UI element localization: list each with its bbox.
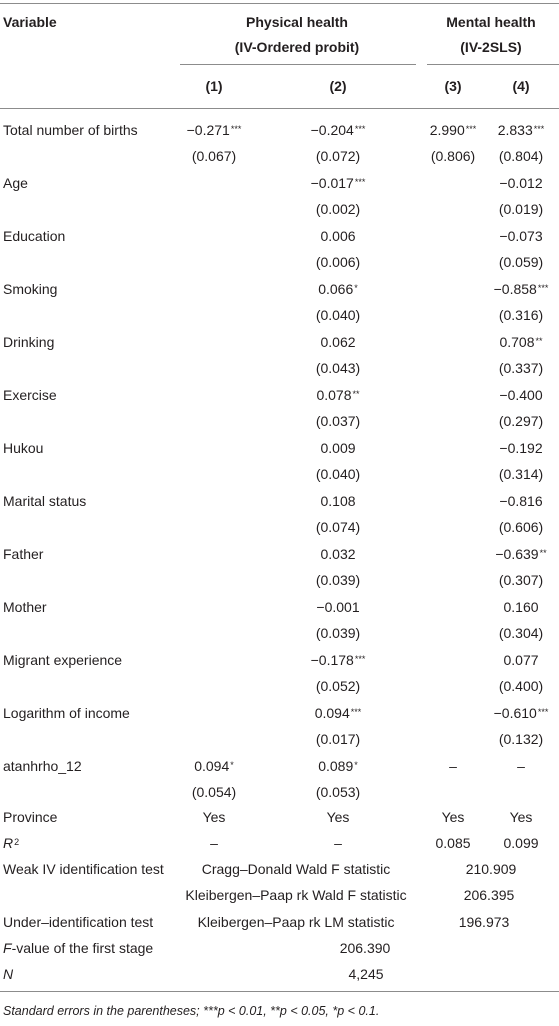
standard-error-cell: (0.400) bbox=[498, 678, 544, 694]
province-label: Province bbox=[3, 809, 58, 825]
coefficient-cell bbox=[316, 387, 359, 404]
mental-health-header: Mental health bbox=[446, 14, 536, 30]
province-value: Yes bbox=[326, 809, 350, 825]
coefficient-value: 0.094 bbox=[194, 758, 230, 774]
significance-stars: ** bbox=[352, 388, 360, 399]
under-id-stat: Kleibergen–Paap rk LM statistic bbox=[197, 914, 395, 930]
variable-header: Variable bbox=[3, 14, 57, 30]
column-header-4: (4) bbox=[512, 78, 530, 94]
standard-error-cell: (0.006) bbox=[315, 254, 361, 270]
coefficient-cell bbox=[499, 175, 542, 192]
standard-error-cell: (0.040) bbox=[315, 307, 361, 323]
weak-iv-stat-1: Cragg–Donald Wald F statistic bbox=[201, 861, 391, 877]
coefficient-cell bbox=[318, 281, 358, 298]
coefficient-value: 0.062 bbox=[320, 334, 356, 350]
province-value: Yes bbox=[509, 809, 533, 825]
coefficient-value: −0.639 bbox=[495, 546, 539, 562]
significance-stars: *** bbox=[533, 123, 545, 134]
row-label: Age bbox=[3, 175, 28, 191]
standard-error-cell: (0.052) bbox=[315, 678, 361, 694]
standard-error-cell: (0.002) bbox=[315, 201, 361, 217]
coefficient-value: −0.400 bbox=[499, 387, 543, 403]
significance-stars: *** bbox=[350, 706, 362, 717]
n-value: 4,245 bbox=[348, 966, 384, 982]
significance-stars: ** bbox=[535, 335, 543, 346]
f-value-label bbox=[3, 940, 153, 957]
coefficient-cell bbox=[498, 122, 545, 139]
n-label bbox=[3, 966, 13, 983]
r-squared-value: – bbox=[334, 835, 342, 851]
row-label: Smoking bbox=[3, 281, 58, 297]
coefficient-value: 0.009 bbox=[320, 440, 356, 456]
coefficient-value: −0.017 bbox=[310, 175, 354, 191]
row-label: Father bbox=[3, 546, 44, 562]
coefficient-value: 0.108 bbox=[320, 493, 356, 509]
standard-error-cell: (0.059) bbox=[498, 254, 544, 270]
coefficient-value: −0.012 bbox=[499, 175, 543, 191]
physical-method-header: (IV-Ordered probit) bbox=[234, 39, 360, 55]
row-label: Migrant experience bbox=[3, 652, 123, 668]
standard-error-cell: (0.039) bbox=[315, 572, 361, 588]
significance-stars: *** bbox=[537, 282, 549, 293]
coefficient-value: – bbox=[517, 758, 525, 774]
coefficient-cell bbox=[495, 546, 546, 563]
coefficient-cell bbox=[499, 493, 542, 510]
coefficient-value: 0.006 bbox=[320, 228, 356, 244]
standard-error-cell: (0.297) bbox=[498, 413, 544, 429]
coefficient-cell bbox=[503, 652, 538, 669]
f-value: 206.390 bbox=[339, 940, 391, 956]
standard-error-cell: (0.039) bbox=[315, 625, 361, 641]
coefficient-value: – bbox=[449, 758, 457, 774]
coefficient-value: 0.077 bbox=[503, 652, 539, 668]
r-squared-value: – bbox=[210, 835, 218, 851]
coefficient-cell bbox=[320, 546, 355, 563]
coefficient-value: −0.816 bbox=[499, 493, 543, 509]
row-label: atanhrho_12 bbox=[3, 758, 82, 774]
standard-error-cell: (0.606) bbox=[498, 519, 544, 535]
column-header-1: (1) bbox=[205, 78, 223, 94]
weak-iv-label: Weak IV identification test bbox=[3, 861, 164, 877]
significance-stars: ** bbox=[539, 547, 547, 558]
weak-iv-value-2: 206.395 bbox=[463, 887, 515, 903]
row-label: Logarithm of income bbox=[3, 705, 130, 721]
coefficient-cell bbox=[449, 758, 457, 775]
coefficient-cell bbox=[494, 281, 549, 298]
coefficient-cell bbox=[499, 334, 542, 351]
coefficient-cell bbox=[430, 122, 477, 139]
physical-health-header: Physical health bbox=[246, 14, 348, 30]
standard-error-cell: (0.314) bbox=[498, 466, 544, 482]
standard-error-cell: (0.019) bbox=[498, 201, 544, 217]
coefficient-value: −0.192 bbox=[499, 440, 543, 456]
top-rule bbox=[0, 3, 559, 4]
significance-stars: *** bbox=[230, 123, 242, 134]
r-squared-value: 0.099 bbox=[503, 835, 539, 851]
mental-method-header: (IV-2SLS) bbox=[460, 39, 522, 55]
standard-error-cell: (0.037) bbox=[315, 413, 361, 429]
coefficient-cell bbox=[320, 228, 355, 245]
coefficient-cell bbox=[320, 440, 355, 457]
coefficient-value: 0.094 bbox=[314, 705, 350, 721]
significance-stars: * bbox=[354, 759, 358, 770]
coefficient-cell bbox=[517, 758, 525, 775]
coefficient-cell bbox=[499, 440, 542, 457]
f-letter: F bbox=[3, 940, 12, 956]
bottom-rule bbox=[0, 991, 559, 992]
significance-stars: *** bbox=[354, 123, 366, 134]
standard-error-cell: (0.316) bbox=[498, 307, 544, 323]
coefficient-cell bbox=[311, 652, 366, 669]
standard-error-cell: (0.132) bbox=[498, 731, 544, 747]
row-label: Drinking bbox=[3, 334, 55, 350]
coefficient-value: 0.708 bbox=[499, 334, 535, 350]
significance-stars: *** bbox=[537, 706, 549, 717]
standard-error-cell: (0.072) bbox=[315, 148, 361, 164]
standard-error-cell: (0.337) bbox=[498, 360, 544, 376]
coefficient-value: 0.089 bbox=[318, 758, 354, 774]
coefficient-value: −0.610 bbox=[493, 705, 537, 721]
row-label: Education bbox=[3, 228, 66, 244]
standard-error-cell: (0.017) bbox=[315, 731, 361, 747]
coefficient-cell bbox=[311, 122, 366, 139]
coefficient-cell bbox=[316, 599, 359, 616]
province-value: Yes bbox=[202, 809, 226, 825]
significance-stars: *** bbox=[465, 123, 477, 134]
row-label: Total number of births bbox=[3, 122, 138, 138]
standard-error-cell: (0.040) bbox=[315, 466, 361, 482]
coefficient-cell bbox=[503, 599, 538, 616]
coefficient-value: 2.833 bbox=[497, 122, 533, 138]
coefficient-cell bbox=[494, 705, 549, 722]
coefficient-cell bbox=[320, 334, 355, 351]
coefficient-cell bbox=[499, 387, 542, 404]
group-rule-physical bbox=[180, 64, 416, 65]
r-squared-exponent: 2 bbox=[14, 836, 20, 847]
coefficient-value: 0.078 bbox=[316, 387, 352, 403]
f-value-label-rest: -value of the first stage bbox=[11, 940, 154, 956]
significance-stars: *** bbox=[354, 176, 366, 187]
standard-error-cell: (0.043) bbox=[315, 360, 361, 376]
coefficient-value: 0.032 bbox=[320, 546, 356, 562]
header-rule bbox=[0, 108, 559, 109]
significance-stars: * bbox=[230, 759, 234, 770]
significance-stars: * bbox=[354, 282, 358, 293]
row-label: Mother bbox=[3, 599, 47, 615]
n-letter: N bbox=[3, 966, 14, 982]
coefficient-value: 0.160 bbox=[503, 599, 539, 615]
coefficient-value: −0.858 bbox=[493, 281, 537, 297]
r-squared-value: 0.085 bbox=[435, 835, 471, 851]
standard-error-cell: (0.074) bbox=[315, 519, 361, 535]
coefficient-value: 0.066 bbox=[318, 281, 354, 297]
standard-error-cell: (0.307) bbox=[498, 572, 544, 588]
coefficient-cell bbox=[311, 175, 366, 192]
coefficient-value: −0.001 bbox=[316, 599, 360, 615]
under-id-label: Under–identification test bbox=[3, 914, 154, 930]
standard-error-cell: (0.054) bbox=[191, 784, 237, 800]
row-label: Hukou bbox=[3, 440, 44, 456]
r-squared-label bbox=[3, 835, 19, 852]
coefficient-value: −0.204 bbox=[310, 122, 354, 138]
coefficient-value: −0.073 bbox=[499, 228, 543, 244]
standard-error-cell: (0.804) bbox=[498, 148, 544, 164]
coefficient-cell bbox=[194, 758, 234, 775]
coefficient-cell bbox=[499, 228, 542, 245]
coefficient-cell bbox=[187, 122, 242, 139]
standard-error-cell: (0.304) bbox=[498, 625, 544, 641]
coefficient-cell bbox=[315, 705, 362, 722]
standard-error-cell: (0.806) bbox=[430, 148, 476, 164]
standard-error-cell: (0.053) bbox=[315, 784, 361, 800]
row-label: Marital status bbox=[3, 493, 87, 509]
standard-error-cell: (0.067) bbox=[191, 148, 237, 164]
table-footnote: Standard errors in the parentheses; ***p < 0.01, **p < 0.05, *p < 0.1. bbox=[3, 1004, 380, 1018]
province-value: Yes bbox=[441, 809, 465, 825]
weak-iv-value-1: 210.909 bbox=[465, 861, 517, 877]
weak-iv-stat-2: Kleibergen–Paap rk Wald F statistic bbox=[185, 887, 407, 903]
coefficient-value: −0.271 bbox=[186, 122, 230, 138]
r-squared-letter: R bbox=[3, 835, 14, 851]
coefficient-value: −0.178 bbox=[310, 652, 354, 668]
coefficient-cell bbox=[320, 493, 355, 510]
significance-stars: *** bbox=[354, 653, 366, 664]
row-label: Exercise bbox=[3, 387, 57, 403]
coefficient-cell bbox=[318, 758, 358, 775]
under-id-value: 196.973 bbox=[458, 914, 510, 930]
column-header-2: (2) bbox=[329, 78, 347, 94]
coefficient-value: 2.990 bbox=[429, 122, 465, 138]
group-rule-mental bbox=[427, 64, 559, 65]
column-header-3: (3) bbox=[444, 78, 462, 94]
